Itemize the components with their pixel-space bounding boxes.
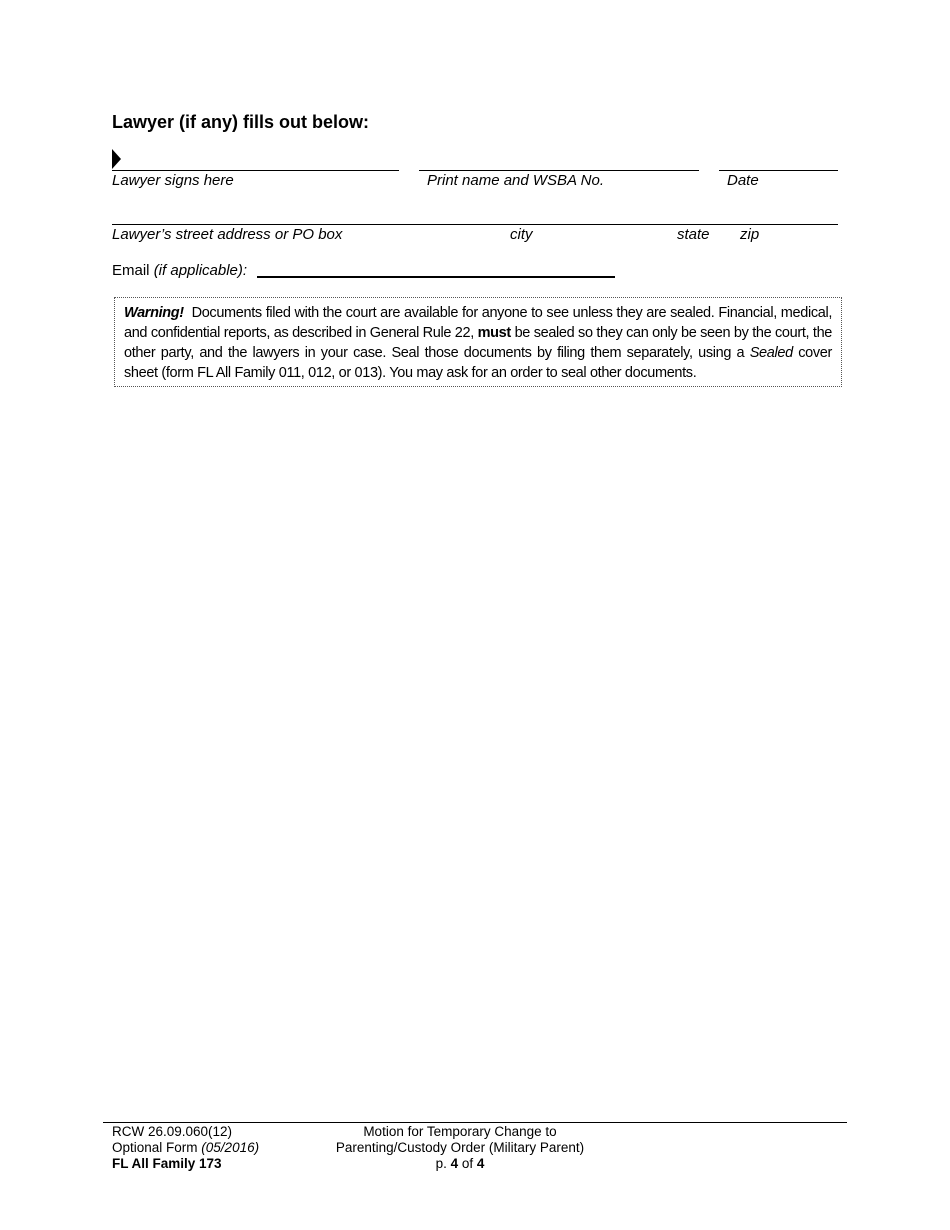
footer-center bbox=[300, 1124, 620, 1172]
warning-text-1: Documents filed with the court are available for anyone to see unless they are sealed. Financial, medical, and confidential reports, as described in General Rule 22, bbox=[124, 305, 833, 341]
page-prefix: p. bbox=[435, 1156, 447, 1171]
footer-divider bbox=[103, 1122, 847, 1123]
lawyer-signs-label: Lawyer signs here bbox=[112, 172, 234, 189]
lawyer-signature-line[interactable] bbox=[112, 170, 399, 171]
form-date: (05/2016) bbox=[201, 1140, 260, 1155]
optional-form-label: Optional Form bbox=[112, 1140, 198, 1155]
zip-label: zip bbox=[740, 226, 760, 243]
footer-left bbox=[112, 1124, 259, 1172]
state-label: state bbox=[677, 226, 710, 243]
warning-text-2: be sealed so they can only be seen by the court, the other party, and the lawyers in your case. Seal those documents by filing them separately, using a bbox=[124, 325, 833, 361]
warning-italic-word: Sealed bbox=[749, 345, 793, 361]
email-qualifier: (if applicable): bbox=[153, 262, 248, 279]
warning-bold-word: must bbox=[477, 325, 511, 341]
footer-title-line-2: Parenting/Custody Order (Military Parent) bbox=[335, 1140, 585, 1155]
section-heading: Lawyer (if any) fills out below: bbox=[112, 112, 370, 132]
email-input-line[interactable] bbox=[257, 276, 615, 278]
footer-form-number: FL All Family 173 bbox=[112, 1156, 222, 1171]
footer-title-line-1: Motion for Temporary Change to bbox=[363, 1124, 557, 1139]
warning-text-3: cover sheet (form FL All Family 011, 012, or 013). You may ask for an order to seal other documents. bbox=[124, 345, 832, 381]
warning-title: Warning! bbox=[124, 305, 184, 321]
email-label: Email bbox=[112, 262, 150, 279]
street-address-label: Lawyer’s street address or PO box bbox=[112, 226, 343, 243]
page-total: 4 bbox=[476, 1156, 485, 1171]
date-label: Date bbox=[727, 172, 759, 189]
footer-statute: RCW 26.09.060(12) bbox=[112, 1124, 233, 1139]
print-name-label: Print name and WSBA No. bbox=[427, 172, 605, 189]
sign-here-arrow-icon bbox=[112, 149, 121, 169]
sealed-documents-warning-box bbox=[114, 297, 842, 387]
footer-optional-form bbox=[112, 1140, 259, 1156]
address-line[interactable] bbox=[112, 224, 838, 225]
footer-page-number bbox=[300, 1156, 620, 1172]
email-row bbox=[112, 262, 247, 279]
date-line[interactable] bbox=[719, 170, 838, 171]
page-current: 4 bbox=[450, 1156, 459, 1171]
city-label: city bbox=[510, 226, 533, 243]
page-of: of bbox=[461, 1156, 474, 1171]
print-name-wsba-line[interactable] bbox=[419, 170, 699, 171]
